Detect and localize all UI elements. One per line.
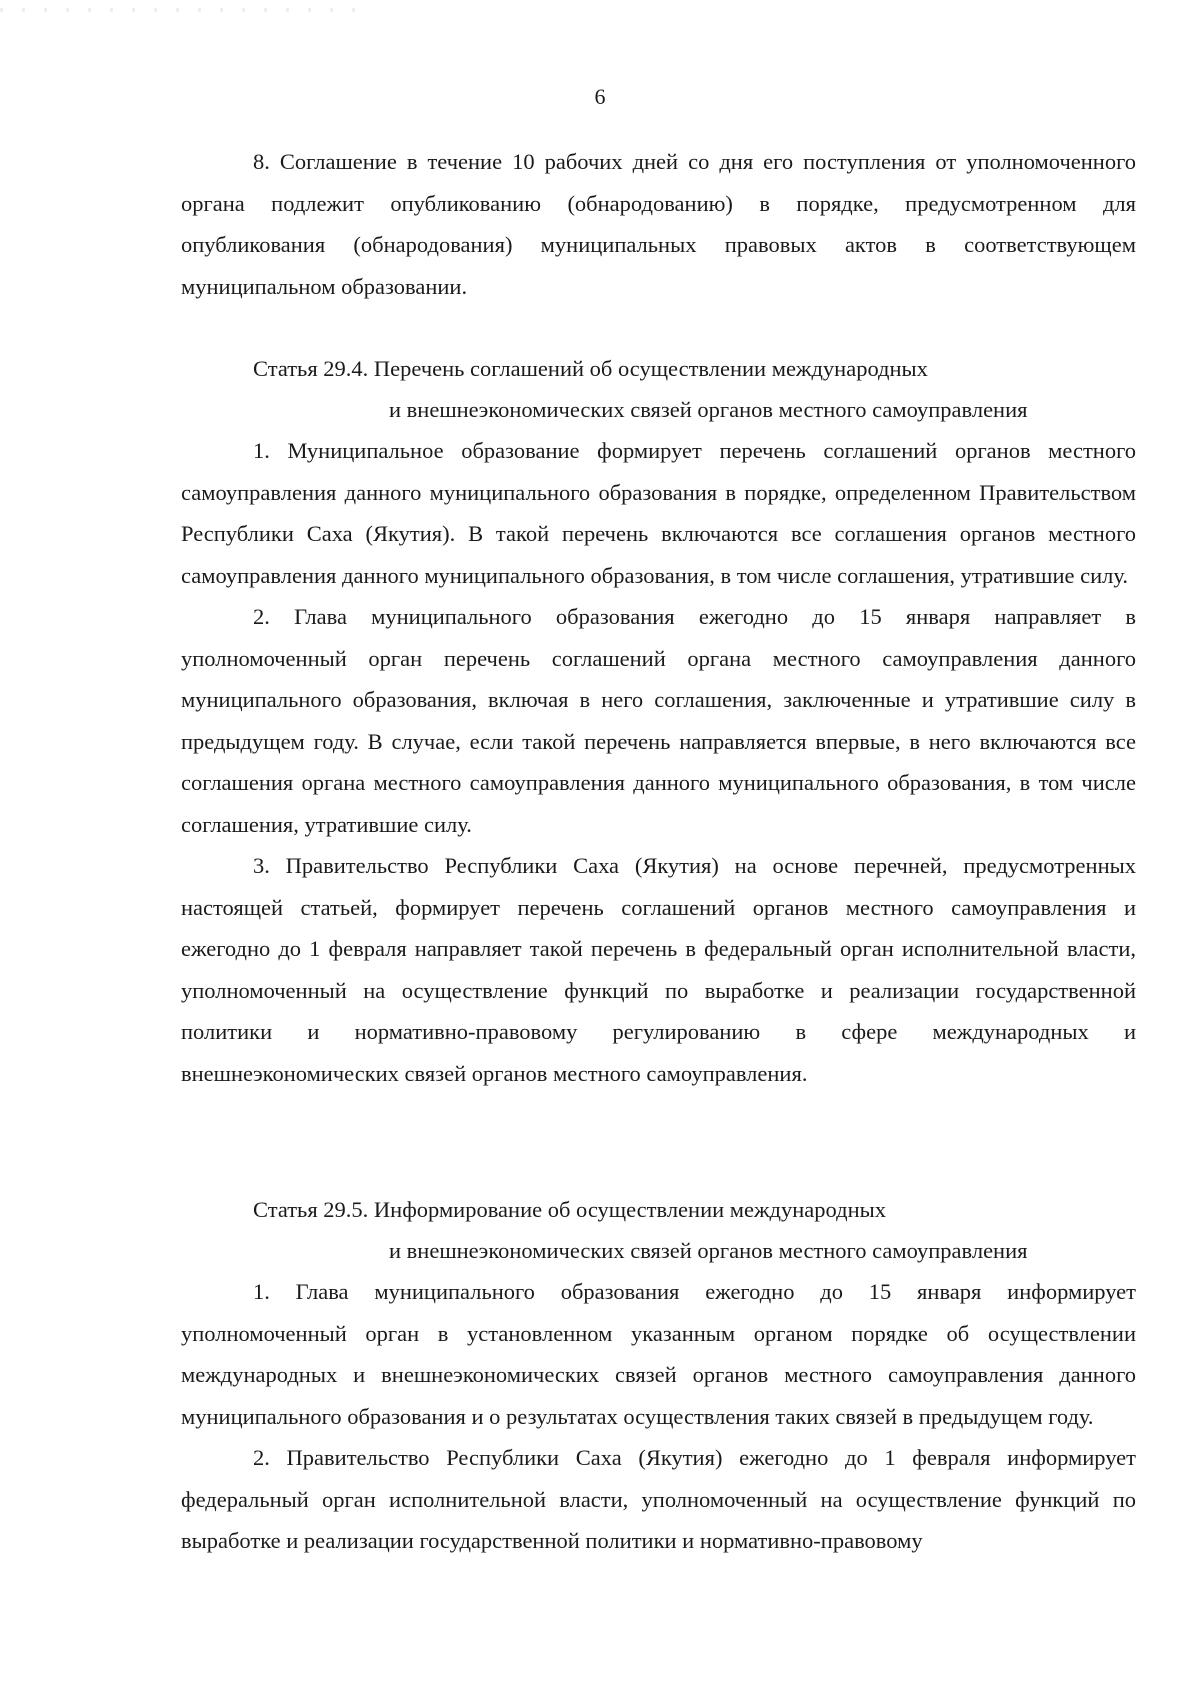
article-29-5-body [181,1271,1136,1562]
page-number: 6 [594,84,606,109]
article-29-4-body [181,430,1136,1094]
article-29-4-paragraph-2: 2. Глава муниципального образования ежегодно до 15 января направляет в уполномоченный орган перечень соглашений органа местного самоуправления данного муниципального образования, включая в него соглашения, заключенные и утратившие силу в предыдущем году. В случае, если такой перечень направляется впервые, в него включаются все соглашения органа местного самоуправления данного муниципального образования, в том числе соглашения, утратившие силу. [181,604,1136,837]
article-29-5-paragraph-1: 1. Глава муниципального образования ежегодно до 15 января информирует уполномоченный орган в установленном указанным органом порядке об осуществлении международных и внешнеэкономических связей органов местного самоуправления данного муниципального образования и о результатах осуществления таких связей в предыдущем году. [181,1279,1136,1429]
scan-artifact [0,8,360,12]
section-clause-8 [181,141,1136,307]
article-29-4-heading-line2: и внешнеэкономических связей органов местного самоуправления [389,397,1028,422]
paragraph-clause-8: 8. Соглашение в течение 10 рабочих дней со дня его поступления от уполномоченного органа подлежит опубликованию (обнародованию) в порядке, предусмотренном для опубликования (обнародования) муниципальных правовых актов в соответствующем муниципальном образовании. [181,149,1136,299]
article-29-5-heading [181,1189,1136,1271]
article-29-5-heading-line2: и внешнеэкономических связей органов местного самоуправления [389,1238,1028,1263]
article-29-4-paragraph-3: 3. Правительство Республики Саха (Якутия) на основе перечней, предусмотренных настоящей статьей, формирует перечень соглашений органов местного самоуправления и ежегодно до 1 февраля направляет такой перечень в федеральный орган исполнительной власти, уполномоченный на осуществление функций по выработке и реализации государственной политики и нормативно-правовому регулированию в сфере международных и внешнеэкономических связей органов местного самоуправления. [181,853,1136,1086]
article-29-5-paragraph-2: 2. Правительство Республики Саха (Якутия) ежегодно до 1 февраля информирует федеральный орган исполнительной власти, уполномоченный на осуществление функций по выработке и реализации государственной политики и нормативно-правовому [181,1445,1136,1553]
article-29-4-heading [181,348,1136,430]
article-29-4-paragraph-1: 1. Муниципальное образование формирует перечень соглашений органов местного самоуправления данного муниципального образования в порядке, определенном Правительством Республики Саха (Якутия). В такой перечень включаются все соглашения органов местного самоуправления данного муниципального образования, в том числе соглашения, утратившие силу. [181,438,1136,588]
article-29-5-heading-line1: Статья 29.5. Информирование об осуществлении международных [253,1197,886,1222]
article-29-4-heading-line1: Статья 29.4. Перечень соглашений об осуществлении международных [253,356,928,381]
